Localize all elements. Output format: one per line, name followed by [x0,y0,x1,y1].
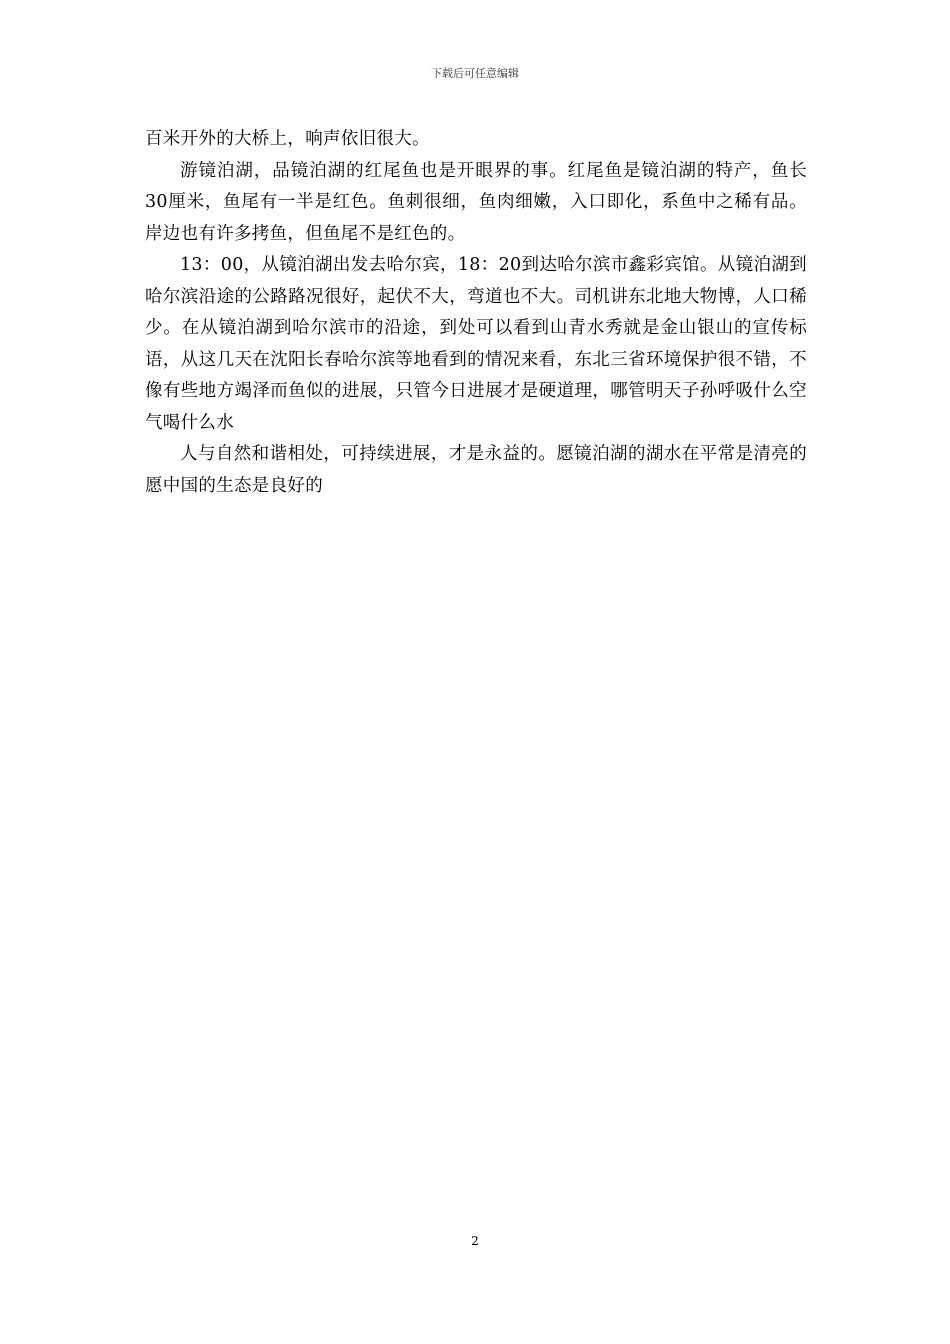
page-header: 下载后可任意编辑 [431,67,519,80]
document-body [145,124,807,502]
page-number: 2 [471,1234,479,1248]
paragraph-trip-to-harbin: 13：00，从镜泊湖出发去哈尔宾，18：20到达哈尔滨市鑫彩宾馆。从镜泊湖到哈尔滨沿途的公路路况很好，起伏不大，弯道也不大。司机讲东北地大物博，人口稀少。在从镜泊湖到哈尔滨市的沿途，到处可以看到山青水秀就是金山银山的宣传标语，从这几天在沈阳长春哈尔滨等地看到的情况来看，东北三省环境保护很不错，不像有些地方竭泽而鱼似的进展，只管今日进展才是硬道理，哪管明天子孙呼吸什么空气喝什么水 [145,255,807,433]
paragraph-red-tail-fish: 游镜泊湖，品镜泊湖的红尾鱼也是开眼界的事。红尾鱼是镜泊湖的特产，鱼长30厘米，鱼尾有一半是红色。鱼刺很细，鱼肉细嫩，入口即化，系鱼中之稀有品。岸边也有许多拷鱼，但鱼尾不是红色的。 [145,160,807,244]
paragraph-continuation: 百米开外的大桥上，响声依旧很大。 [145,129,430,149]
paragraph-conclusion: 人与自然和谐相处，可持续进展，才是永益的。愿镜泊湖的湖水在平常是清亮的愿中国的生态是良好的 [145,444,807,496]
